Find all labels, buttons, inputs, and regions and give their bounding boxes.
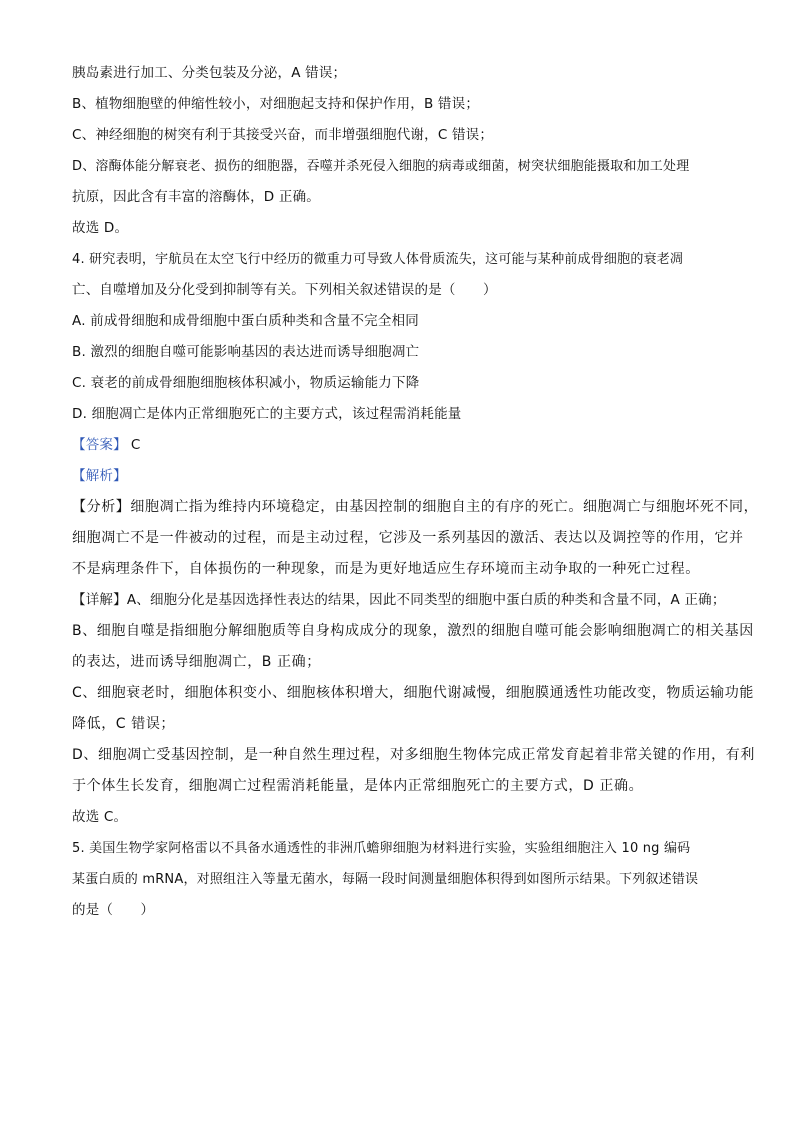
question-4-option-c: C. 衰老的前成骨细胞细胞核体积减小，物质运输能力下降 <box>72 375 420 391</box>
question-5-stem: 某蛋白质的 mRNA，对照组注入等量无菌水，每隔一段时间测量细胞体积得到如图所示结果。下列叙述错误 <box>72 872 699 887</box>
xiangjie-text: A、细胞分化是基因选择性表达的结果，因此不同类型的细胞中蛋白质的种类和含量不同，A 正确； <box>126 592 726 608</box>
text-line: B、植物细胞壁的伸缩性较小，对细胞起支持和保护作用，B 错误； <box>72 96 480 112</box>
xiangjie-line: C、细胞衰老时，细胞体积变小、细胞核体积增大，细胞代谢减慢，细胞膜通透性功能改变，物质运输功能 <box>72 685 754 701</box>
fenxi-line: 细胞凋亡不是一件被动的过程，而是主动过程，它涉及一系列基因的激活、表达以及调控等的作用，它并 <box>72 530 744 546</box>
question-4-stem: 4. 研究表明，宇航员在太空飞行中经历的微重力可导致人体骨质流失，这可能与某种前成骨细胞的衰老凋 <box>72 252 684 267</box>
fenxi-line: 不是病理条件下，自体损伤的一种现象，而是为更好地适应生存环境而主动争取的一种死亡过程。 <box>72 561 700 577</box>
question-5-stem: 5. 美国生物学家阿格雷以不具备水通透性的非洲爪蟾卵细胞为材料进行实验，实验组细胞注入 10 ng 编码 <box>72 841 691 856</box>
answer-line <box>72 430 732 461</box>
question-4-stem: 亡、自噬增加及分化受到抑制等有关。下列相关叙述错误的是（ ） <box>72 282 497 298</box>
question-4-option-d: D. 细胞凋亡是体内正常细胞死亡的主要方式，该过程需消耗能量 <box>72 406 462 422</box>
conclusion-line: 故选 C。 <box>72 809 128 825</box>
text-line: D、溶酶体能分解衰老、损伤的细胞器，吞噬并杀死侵入细胞的病毒或细菌，树突状细胞能摄取和加工处理 <box>72 159 690 174</box>
text-line: 胰岛素进行加工、分类包装及分泌，A 错误； <box>72 65 347 81</box>
fenxi-text: 细胞凋亡指为维持内环境稳定，由基因控制的细胞自主的有序的死亡。细胞凋亡与细胞坏死不同， <box>130 499 759 515</box>
question-4-option-b: B. 激烈的细胞自噬可能影响基因的表达进而诱导细胞凋亡 <box>72 344 420 360</box>
xiangjie-line: 降低，C 错误； <box>72 716 176 732</box>
xiangjie-line: D、细胞凋亡受基因控制，是一种自然生理过程，对多细胞生物体完成正常发育起着非常关键的作用，有利 <box>72 747 755 763</box>
xiangjie-tag: 【详解】 <box>72 592 127 608</box>
fenxi-line <box>72 492 759 523</box>
xiangjie-line: B、细胞自噬是指细胞分解细胞质等自身构成成分的现象，激烈的细胞自噬可能会影响细胞凋亡的相关基因 <box>72 623 754 639</box>
text-line: 抗原，因此含有丰富的溶酶体，D 正确。 <box>72 189 320 205</box>
xiangjie-line <box>72 585 732 616</box>
answer-tag: 【答案】 <box>72 437 127 453</box>
fenxi-tag: 【分析】 <box>72 499 131 515</box>
document-page <box>72 58 759 926</box>
text-line: C、神经细胞的树突有利于其接受兴奋，而非增强细胞代谢，C 错误； <box>72 127 494 143</box>
answer-value: C <box>130 437 141 453</box>
xiangjie-line: 的表达，进而诱导细胞凋亡，B 正确； <box>72 654 321 670</box>
xiangjie-line: 于个体生长发育，细胞凋亡过程需消耗能量，是体内正常细胞死亡的主要方式，D 正确。 <box>72 778 644 794</box>
text-line: 故选 D。 <box>72 220 129 236</box>
analysis-line <box>72 461 732 492</box>
question-5-stem: 的是（ ） <box>72 902 155 918</box>
analysis-tag: 【解析】 <box>72 468 127 484</box>
question-4-option-a: A. 前成骨细胞和成骨细胞中蛋白质种类和含量不完全相同 <box>72 313 419 329</box>
